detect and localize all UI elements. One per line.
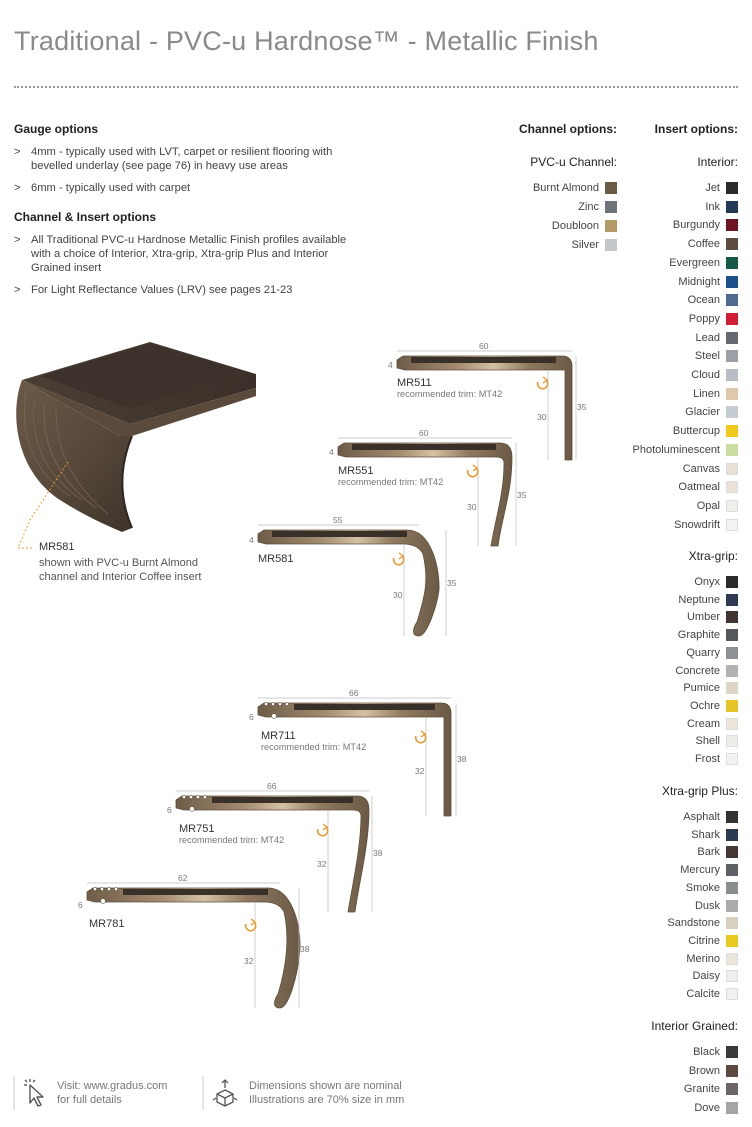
swatch-label: Opal xyxy=(696,500,720,512)
swatch-label: Frost xyxy=(694,753,720,765)
swatch-label: Brown xyxy=(688,1065,720,1077)
profile-name: MR711 xyxy=(261,730,296,742)
height-dimension-label: 32 xyxy=(244,956,254,966)
channel-hole xyxy=(190,807,195,812)
swatch-label: Oatmeal xyxy=(678,481,720,493)
height-dimension-label: 38 xyxy=(373,848,383,858)
channel-options-heading: Channel options: xyxy=(519,122,617,136)
insert-group-heading-xtra-grip: Xtra-grip: xyxy=(688,549,738,563)
insert-strip xyxy=(352,444,496,450)
profile-trim: recommended trim: MT42 xyxy=(338,477,444,487)
height-dimension-label: 32 xyxy=(415,766,425,776)
swatch-label: Graphite xyxy=(677,629,720,641)
grip-rib xyxy=(196,795,199,798)
swatch-label: Merino xyxy=(686,953,720,965)
swatch-label: Linen xyxy=(693,388,720,400)
width-dimension-label: 66 xyxy=(267,781,277,791)
swatch-label: Pumice xyxy=(683,682,720,694)
height-dimension-label: 38 xyxy=(457,754,467,764)
profile-body xyxy=(87,888,300,1008)
swatch-label: Ink xyxy=(705,201,720,213)
dimensions-note xyxy=(249,1079,404,1107)
swatch-label: Asphalt xyxy=(683,811,720,823)
swatch-label: Burgundy xyxy=(672,219,720,231)
height-dimension-label: 35 xyxy=(577,402,587,412)
gauge-dimension-label: 4 xyxy=(249,535,254,545)
cursor-click-icon xyxy=(22,1078,52,1108)
swatch-label: Steel xyxy=(694,350,720,362)
illustration-name: MR581 xyxy=(39,541,75,553)
grip-rib xyxy=(203,795,206,798)
gauge-dimension-label: 6 xyxy=(78,900,83,910)
swatch-label: Lead xyxy=(695,332,720,344)
channel-hole xyxy=(101,899,106,904)
profile-name: MR511 xyxy=(397,377,432,389)
swatch-label: Burnt Almond xyxy=(532,182,599,194)
width-dimension-label: 60 xyxy=(479,341,489,351)
grip-rib xyxy=(114,887,117,890)
height-dimension-label: 35 xyxy=(447,578,457,588)
insert-group-heading-interior-grained: Interior Grained: xyxy=(651,1019,738,1033)
rotate-arrow-head xyxy=(421,731,425,737)
swatch-label: Concrete xyxy=(675,665,720,677)
grip-rib xyxy=(93,887,96,890)
swatch-label: Sandstone xyxy=(667,917,720,929)
swatch-label: Zinc xyxy=(578,201,599,213)
mr581-illustration xyxy=(16,342,256,532)
insert-group-heading-interior: Interior: xyxy=(697,155,738,169)
swatch-label: Neptune xyxy=(678,594,720,606)
gauge-item-text: 6mm - typically used with carpet xyxy=(31,182,191,194)
illustration-caption: shown with PVC-u Burnt Almond channel and Interior Coffee insert xyxy=(39,557,202,583)
profile-trim: recommended trim: MT42 xyxy=(397,389,503,399)
swatch-label: Cloud xyxy=(691,369,720,381)
swatch-label: Cream xyxy=(686,718,720,730)
grip-rib xyxy=(264,702,267,705)
profile-mr781 xyxy=(87,883,300,1008)
rotate-arrow-head xyxy=(251,919,255,925)
swatch-label: Glacier xyxy=(685,406,720,418)
rotate-arrow-head xyxy=(323,824,327,830)
gauge-dimension-label: 4 xyxy=(388,360,393,370)
width-dimension-label: 66 xyxy=(349,688,359,698)
swatch-label: Buttercup xyxy=(672,425,720,437)
gauge-dimension-label: 6 xyxy=(167,805,172,815)
profile-name: MR581 xyxy=(258,553,294,565)
insert-options-heading: Insert options: xyxy=(654,122,738,136)
swatch-label: Quarry xyxy=(686,647,720,659)
profile-trim: recommended trim: MT42 xyxy=(261,742,367,752)
channel-insert-heading: Channel & Insert options xyxy=(14,210,157,224)
channel-insert-item-text: All Traditional PVC-u Hardnose Metallic Finish profiles available with a choice of Interior, Xtra-grip, Xtra-grip Plus and Interior Grained insert xyxy=(31,234,347,274)
swatch-label: Shell xyxy=(695,735,720,747)
swatch-label: Evergreen xyxy=(669,257,720,269)
bullet-marker: > xyxy=(14,182,21,194)
swatch-label: Granite xyxy=(683,1083,720,1095)
visit-website-link[interactable] xyxy=(57,1079,167,1107)
swatch-label: Silver xyxy=(571,239,599,251)
dimensions-cube-icon xyxy=(210,1078,240,1108)
insert-strip xyxy=(212,797,353,803)
bullet-marker: > xyxy=(14,146,21,158)
channel-hole xyxy=(272,714,277,719)
insert-strip xyxy=(123,889,268,895)
page-title: Traditional - PVC-u Hardnose™ - Metallic Finish xyxy=(14,26,599,56)
swatch-label: Snowdrift xyxy=(674,519,720,531)
swatch-label: Umber xyxy=(686,611,720,623)
swatch-label: Dove xyxy=(694,1102,720,1114)
swatch-label: Poppy xyxy=(688,313,720,325)
height-dimension-label: 30 xyxy=(467,502,477,512)
bullet-marker: > xyxy=(14,234,21,246)
width-dimension-label: 62 xyxy=(178,873,188,883)
gauge-item-text: 4mm - typically used with LVT, carpet or resilient flooring with bevelled underlay (see page 76) in heavy use areas xyxy=(31,146,333,172)
swatch-label: Bark xyxy=(697,846,720,858)
profile-name: MR751 xyxy=(179,823,215,835)
grip-rib xyxy=(100,887,103,890)
swatch-label: Midnight xyxy=(678,276,720,288)
grip-rib xyxy=(182,795,185,798)
swatch-label: Citrine xyxy=(688,935,720,947)
swatch-label: Shark xyxy=(691,829,720,841)
insert-strip xyxy=(294,704,435,710)
height-dimension-label: 30 xyxy=(393,590,403,600)
gauge-dimension-label: 6 xyxy=(249,712,254,722)
swatch-label: Canvas xyxy=(682,463,720,475)
channel-insert-item-text: For Light Reflectance Values (LRV) see pages 21-23 xyxy=(31,284,293,296)
rotate-arrow-head xyxy=(473,465,477,471)
pvc-channel-heading: PVC-u Channel: xyxy=(530,155,617,169)
height-dimension-label: 35 xyxy=(517,490,527,500)
insert-group-heading-xtra-grip-plus: Xtra-grip Plus: xyxy=(661,784,738,798)
gauge-dimension-label: 4 xyxy=(329,447,334,457)
profile-name: MR781 xyxy=(89,918,125,930)
swatch-label: Daisy xyxy=(692,970,720,982)
swatch-label: Photoluminescent xyxy=(632,444,720,456)
swatch-label: Onyx xyxy=(694,576,720,588)
grip-rib xyxy=(189,795,192,798)
grip-rib xyxy=(107,887,110,890)
height-dimension-label: 32 xyxy=(317,859,327,869)
bullet-marker: > xyxy=(14,284,21,296)
visit-line-1: Visit: www.gradus.com xyxy=(57,1080,168,1092)
gauge-heading: Gauge options xyxy=(14,122,98,136)
grip-rib xyxy=(285,702,288,705)
dims-line-2: Illustrations are 70% size in mm xyxy=(249,1094,405,1106)
swatch-label: Smoke xyxy=(685,882,720,894)
grip-rib xyxy=(271,702,274,705)
rotate-arrow-head xyxy=(543,377,547,383)
grip-rib xyxy=(278,702,281,705)
swatch-label: Dusk xyxy=(694,900,720,912)
insert-strip xyxy=(272,531,407,537)
swatch-label: Jet xyxy=(705,182,720,194)
profile-body xyxy=(258,530,439,636)
swatch-label: Mercury xyxy=(680,864,720,876)
width-dimension-label: 55 xyxy=(333,515,343,525)
dims-line-1: Dimensions shown are nominal xyxy=(249,1080,402,1092)
swatch-label: Coffee xyxy=(687,238,720,250)
width-dimension-label: 60 xyxy=(419,428,429,438)
profile-mr581 xyxy=(258,525,446,636)
swatch-label: Black xyxy=(693,1046,720,1058)
profile-trim: recommended trim: MT42 xyxy=(179,835,285,845)
height-dimension-label: 38 xyxy=(300,944,310,954)
swatch-label: Calcite xyxy=(686,988,720,1000)
insert-strip xyxy=(411,357,556,363)
rotate-arrow-head xyxy=(399,553,403,559)
visit-line-2: for full details xyxy=(57,1094,122,1106)
swatch-label: Doubloon xyxy=(551,220,599,232)
profile-name: MR551 xyxy=(338,465,374,477)
height-dimension-label: 30 xyxy=(537,412,547,422)
swatch-label: Ochre xyxy=(690,700,720,712)
swatch-label: Ocean xyxy=(687,294,720,306)
